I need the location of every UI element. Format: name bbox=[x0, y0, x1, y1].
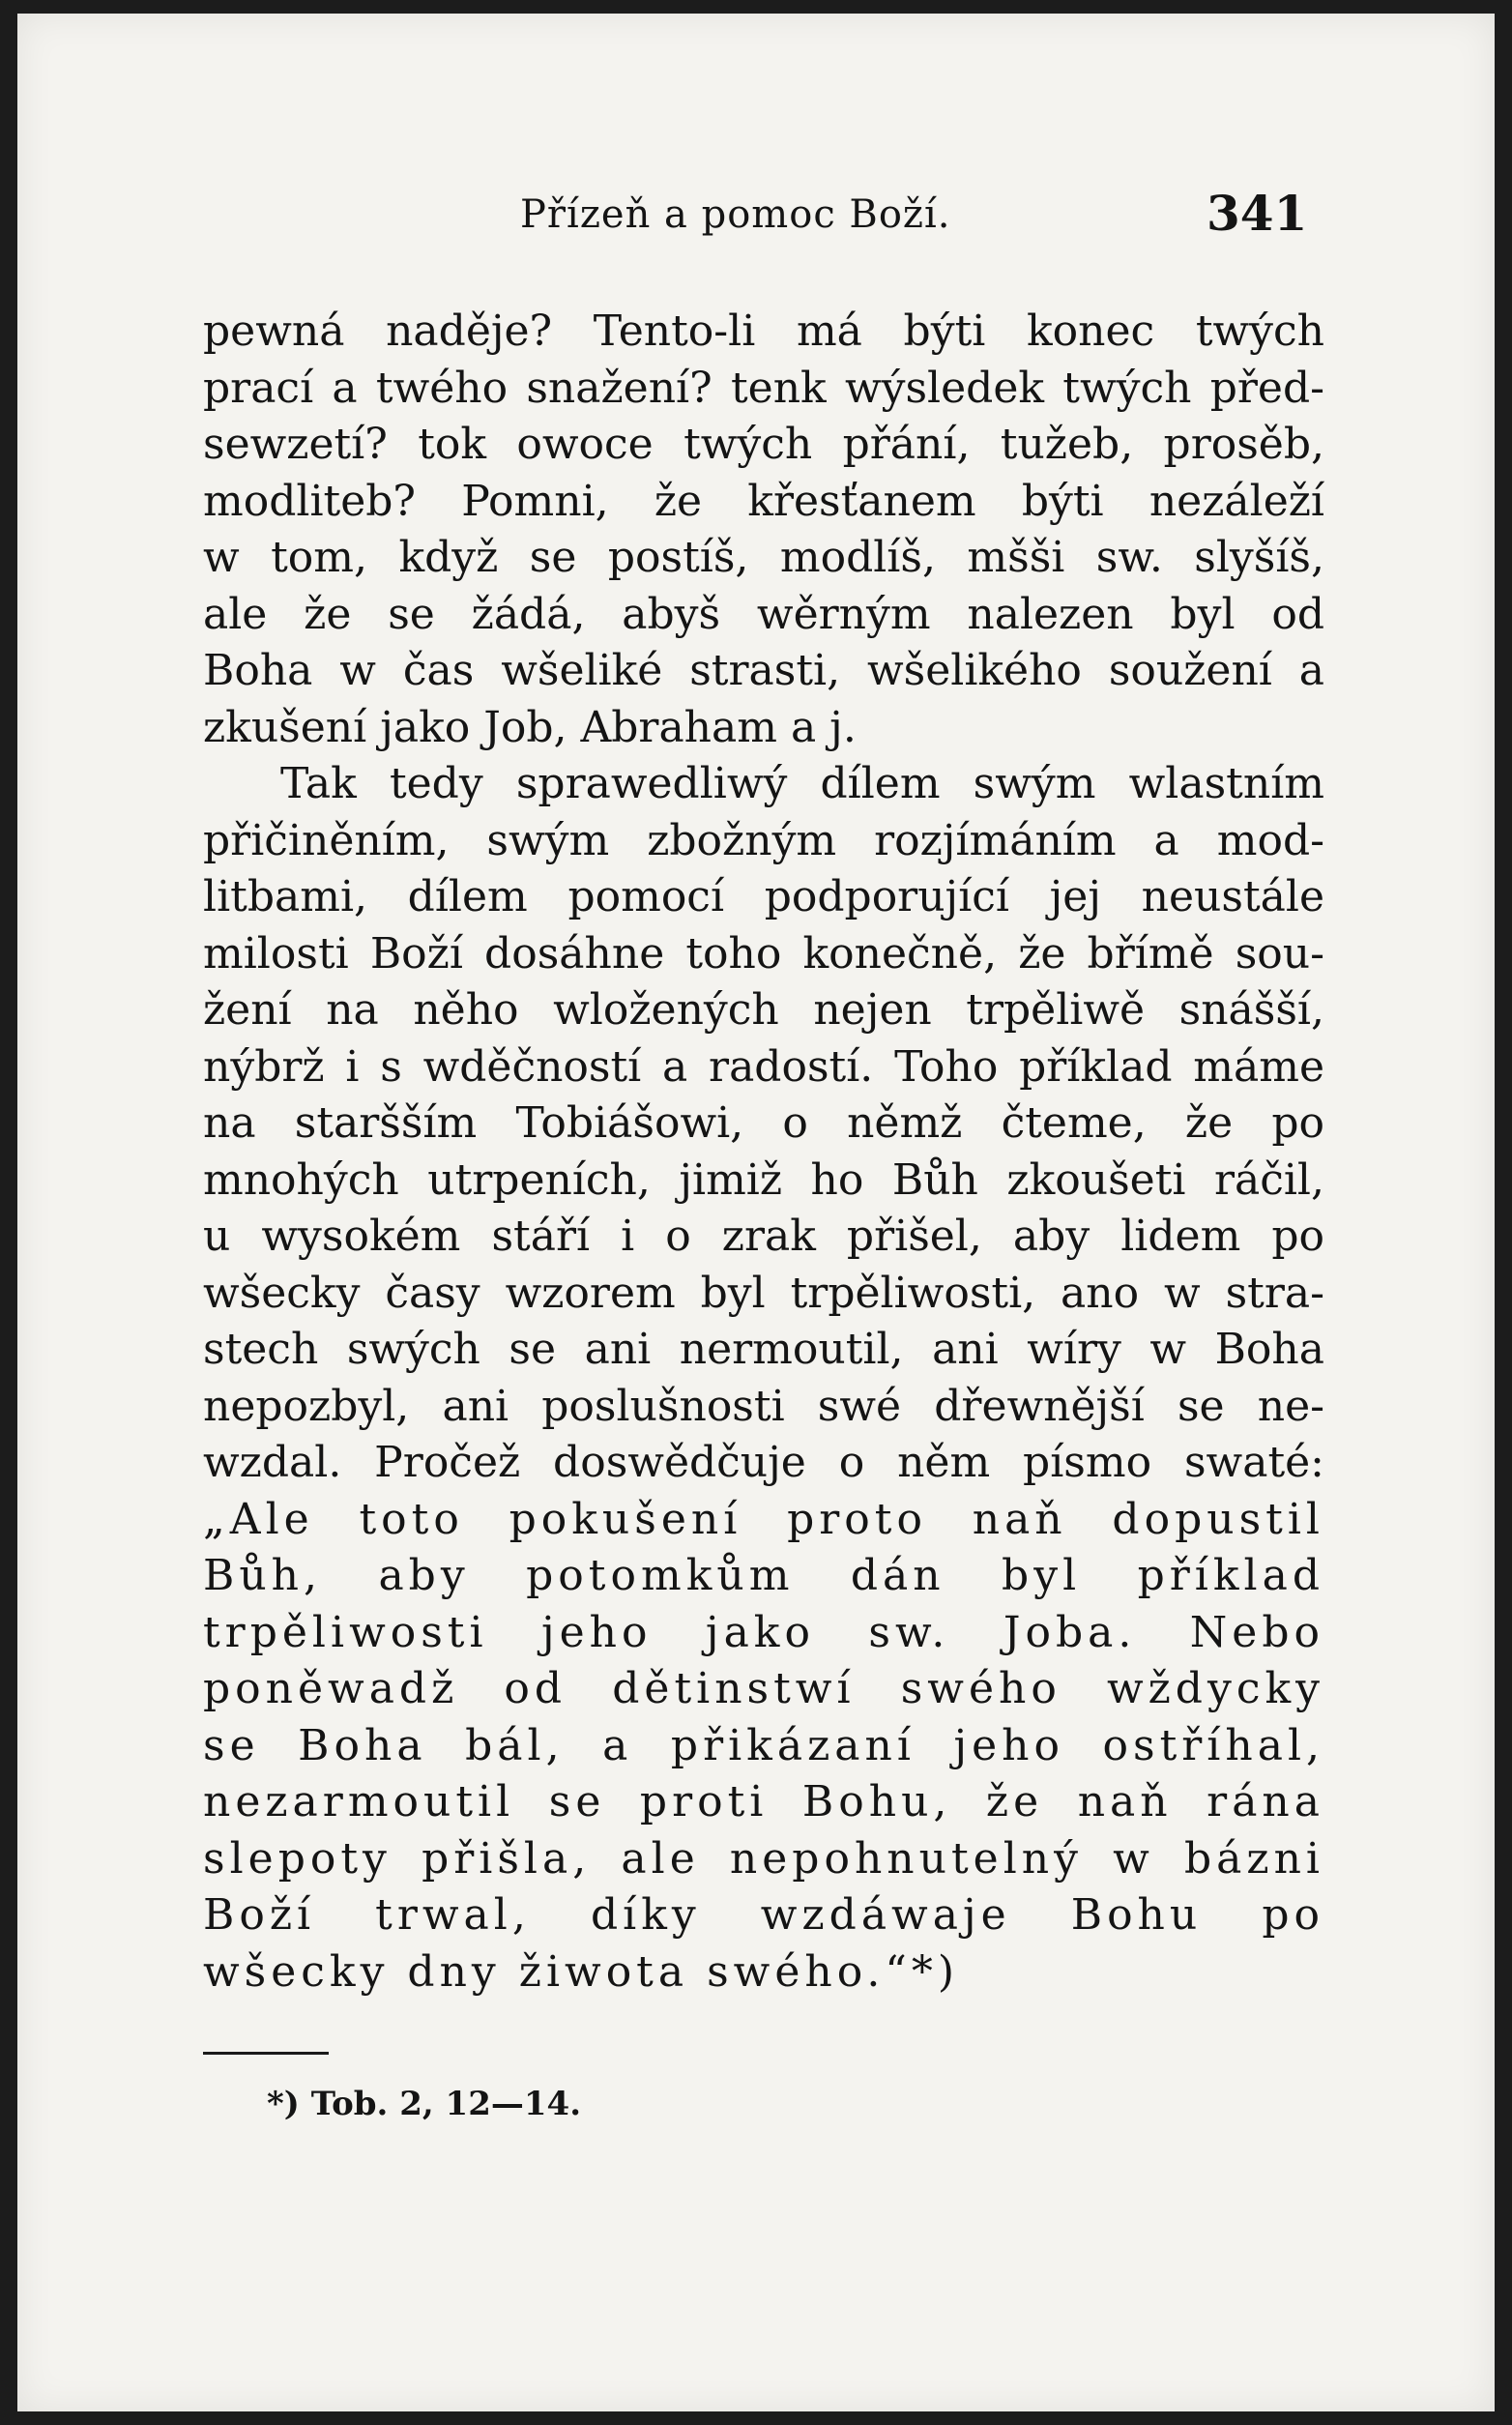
footnote: *) Tob. 2, 12—14. bbox=[267, 2085, 582, 2123]
quote-line: wšecky dny žiwota swého.“*) bbox=[203, 1946, 960, 1997]
text-line: wzdal. Pročež doswědčuje o něm písmo swaté: bbox=[203, 1438, 1324, 1487]
book-page bbox=[17, 14, 1495, 2411]
text-line: sewzetí? tok owoce twých přání, tužeb, prosěb, bbox=[203, 420, 1324, 469]
page-number: 341 bbox=[1207, 185, 1308, 242]
text-line: wšecky časy wzorem byl trpěliwosti, ano w stra- bbox=[203, 1268, 1324, 1318]
footnote-rule bbox=[203, 2052, 329, 2055]
quote-line: se Boha bál, a přikázaní jeho ostříhal, bbox=[203, 1720, 1324, 1770]
text-line: milosti Boží dosáhne toho konečně, že břímě sou- bbox=[203, 928, 1324, 979]
quote-line: „Ale toto pokušení proto naň dopustil bbox=[203, 1494, 1324, 1544]
text-line: litbami, dílem pomocí podporující jej neustále bbox=[203, 872, 1324, 921]
text-line: modliteb? Pomni, že křesťanem býti nezáleží bbox=[203, 476, 1324, 526]
quote-line: poněwadž od dětinstwí swého wždycky bbox=[203, 1664, 1324, 1713]
text-line: prací a twého snažení? tenk wýsledek twých před- bbox=[203, 363, 1324, 413]
quote-line: nezarmoutil se proti Bohu, že naň rána bbox=[203, 1777, 1324, 1826]
text-line: žení na něho wložených nejen trpěliwě snášší, bbox=[203, 985, 1324, 1035]
quote-line: slepoty přišla, ale nepohnutelný w bázni bbox=[203, 1833, 1324, 1884]
body-text bbox=[203, 304, 1324, 2001]
text-line: u wysokém stáří i o zrak přišel, aby lidem po bbox=[203, 1212, 1324, 1261]
text-line: na staršším Tobiášowi, o němž čteme, že po bbox=[203, 1098, 1324, 1148]
quote-line: Boží trwal, díky wzdáwaje Bohu po bbox=[203, 1890, 1324, 1940]
text-line: Tak tedy sprawedliwý dílem swým wlastním bbox=[280, 759, 1324, 808]
text-line: stech swých se ani nermoutil, ani wíry w Boha bbox=[203, 1325, 1324, 1374]
running-head bbox=[17, 185, 1495, 250]
quote-line: Bůh, aby potomkům dán byl příklad bbox=[203, 1551, 1324, 1600]
running-title: Přízeň a pomoc Boží. bbox=[520, 192, 951, 237]
text-line: mnohých utrpeních, jimiž ho Bůh zkoušeti ráčil, bbox=[203, 1154, 1324, 1205]
text-line: ale že se žádá, abyš wěrným nalezen byl od bbox=[203, 589, 1324, 639]
text-line: w tom, když se postíš, modlíš, mšši sw. slyšíš, bbox=[203, 533, 1324, 582]
text-line: pewná naděje? Tento-li má býti konec twých bbox=[203, 307, 1324, 356]
text-line: zkušení jako Job, Abraham a j. bbox=[203, 702, 857, 752]
text-line: nepozbyl, ani poslušnosti swé dřewnější se ne- bbox=[203, 1381, 1324, 1431]
text-line: přičiněním, swým zbožným rozjímáním a mod- bbox=[203, 815, 1324, 865]
quote-line: trpěliwosti jeho jako sw. Joba. Nebo bbox=[203, 1607, 1324, 1657]
text-line: nýbrž i s wděčností a radostí. Toho příklad máme bbox=[203, 1041, 1324, 1092]
text-line: Boha w čas wšeliké strasti, wšelikého soužení a bbox=[203, 646, 1324, 695]
